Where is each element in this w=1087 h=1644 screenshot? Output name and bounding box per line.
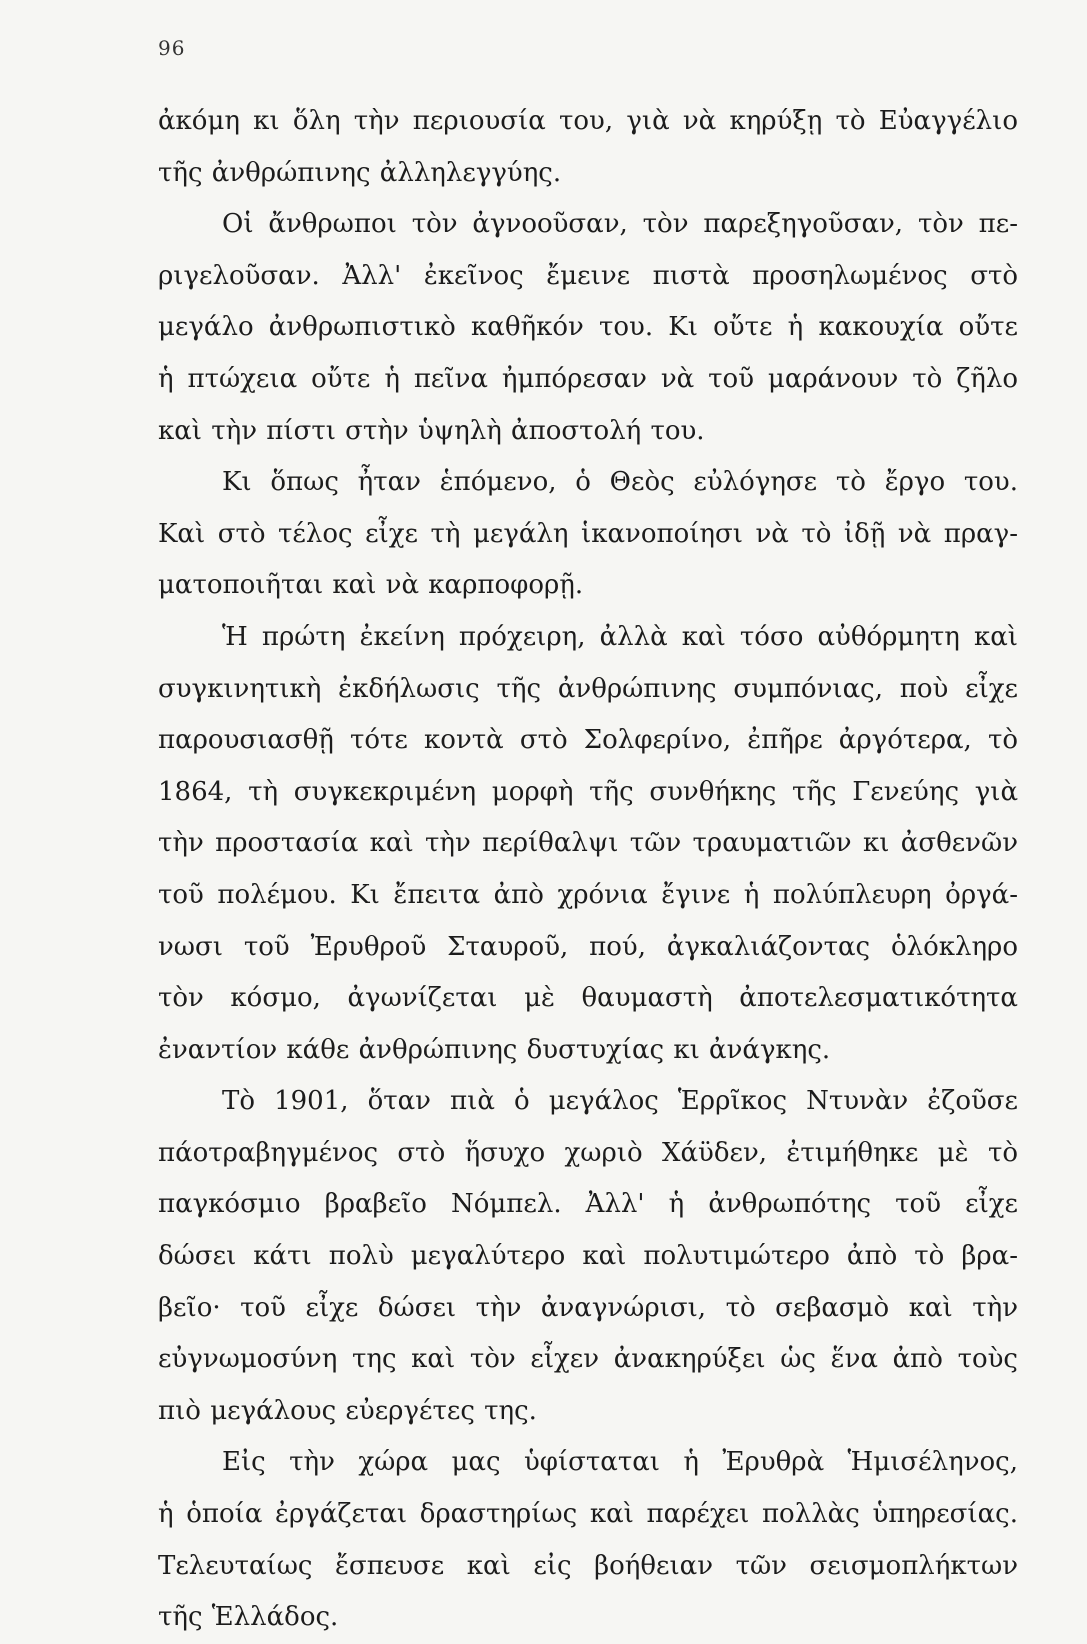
- text-line: τῆς Ἑλλάδος.: [158, 1602, 339, 1633]
- text-line: παγκόσμιο βραβεῖο Νόμπελ. Ἀλλ' ἡ ἀνθρωπότης τοῦ εἶχε: [158, 1189, 1018, 1220]
- body-text: [158, 96, 1018, 1644]
- text-line: ἀκόμη κι ὅλη τὴν περιουσία του, γιὰ νὰ κηρύξῃ τὸ Εὐαγγέλιο: [158, 106, 1018, 136]
- text-line: ἡ ὁποία ἐργάζεται δραστηρίως καὶ παρέχει πολλὰς ὑπηρεσίας.: [158, 1499, 1018, 1530]
- text-line: ἡ πτώχεια οὔτε ἡ πεῖνα ἠμπόρεσαν νὰ τοῦ μαράνουν τὸ ζῆλο: [158, 363, 1018, 394]
- text-line: ματοποιῆται καὶ νὰ καρποφορῇ.: [158, 570, 584, 601]
- text-line: Κι ὅπως ἦταν ἑπόμενο, ὁ Θεὸς εὐλόγησε τὸ ἔργο του.: [222, 467, 1018, 498]
- text-line: συγκινητικὴ ἐκδήλωσις τῆς ἀνθρώπινης συμπόνιας, ποὺ εἶχε: [158, 673, 1018, 704]
- text-line: νωσι τοῦ Ἐρυθροῦ Σταυροῦ, πού, ἀγκαλιάζοντας ὁλόκληρο: [158, 931, 1018, 962]
- text-line: τῆς ἀνθρώπινης ἀλληλεγγύης.: [158, 157, 562, 188]
- text-line: Οἱ ἄνθρωποι τὸν ἀγνοοῦσαν, τὸν παρεξηγοῦσαν, τὸν πε-: [222, 209, 1018, 240]
- text-line: πιὸ μεγάλους εὐεργέτες της.: [158, 1395, 537, 1426]
- text-line: τοῦ πολέμου. Κι ἔπειτα ἀπὸ χρόνια ἔγινε ἡ πολύπλευρη ὀργά-: [158, 879, 1018, 910]
- text-line: ἐναντίον κάθε ἀνθρώπινης δυστυχίας κι ἀνάγκης.: [158, 1034, 831, 1065]
- text-line: δώσει κάτι πολὺ μεγαλύτερο καὶ πολυτιμώτερο ἀπὸ τὸ βρα-: [158, 1241, 1018, 1272]
- text-line: Τελευταίως ἔσπευσε καὶ εἰς βοήθειαν τῶν σεισμοπλήκτων: [158, 1550, 1018, 1581]
- text-line: Καὶ στὸ τέλος εἶχε τὴ μεγάλη ἱκανοποίησι νὰ τὸ ἰδῇ νὰ πραγ-: [158, 518, 1018, 549]
- text-line: τὴν προστασία καὶ τὴν περίθαλψι τῶν τραυματιῶν κι ἀσθενῶν: [158, 828, 1018, 859]
- text-line: Τὸ 1901, ὅταν πιὰ ὁ μεγάλος Ἑρρῖκος Ντυνὰν ἐζοῦσε: [222, 1086, 1018, 1117]
- text-line: παρουσιασθῇ τότε κοντὰ στὸ Σολφερίνο, ἐπῆρε ἀργότερα, τὸ: [158, 725, 1018, 756]
- text-line: καὶ τὴν πίστι στὴν ὑψηλὴ ἀποστολή του.: [158, 415, 705, 446]
- text-line: ριγελοῦσαν. Ἀλλ' ἐκεῖνος ἔμεινε πιστὰ προσηλωμένος στὸ: [158, 260, 1018, 291]
- text-line: μεγάλο ἀνθρωπιστικὸ καθῆκόν του. Κι οὔτε ἡ κακουχία οὔτε: [158, 312, 1018, 343]
- text-line: εὐγνωμοσύνη της καὶ τὸν εἶχεν ἀνακηρύξει ὡς ἕνα ἀπὸ τοὺς: [158, 1344, 1018, 1375]
- page-number: 96: [158, 36, 186, 60]
- text-line: βεῖο· τοῦ εἶχε δώσει τὴν ἀναγνώρισι, τὸ σεβασμὸ καὶ τὴν: [158, 1292, 1018, 1323]
- text-line: 1864, τὴ συγκεκριμένη μορφὴ τῆς συνθήκης τῆς Γενεύης γιὰ: [158, 776, 1018, 807]
- text-line: τὸν κόσμο, ἀγωνίζεται μὲ θαυμαστὴ ἀποτελεσματικότητα: [158, 983, 1018, 1014]
- text-line: Εἰς τὴν χώρα μας ὑφίσταται ἡ Ἐρυθρὰ Ἡμισέληνος,: [222, 1447, 1018, 1478]
- text-line: Ἡ πρώτη ἐκείνη πρόχειρη, ἀλλὰ καὶ τόσο αὐθόρμητη καὶ: [222, 621, 1018, 652]
- text-line: πάοτραβηγμένος στὸ ἥσυχο χωριὸ Χάϋδεν, ἐτιμήθηκε μὲ τὸ: [158, 1137, 1018, 1168]
